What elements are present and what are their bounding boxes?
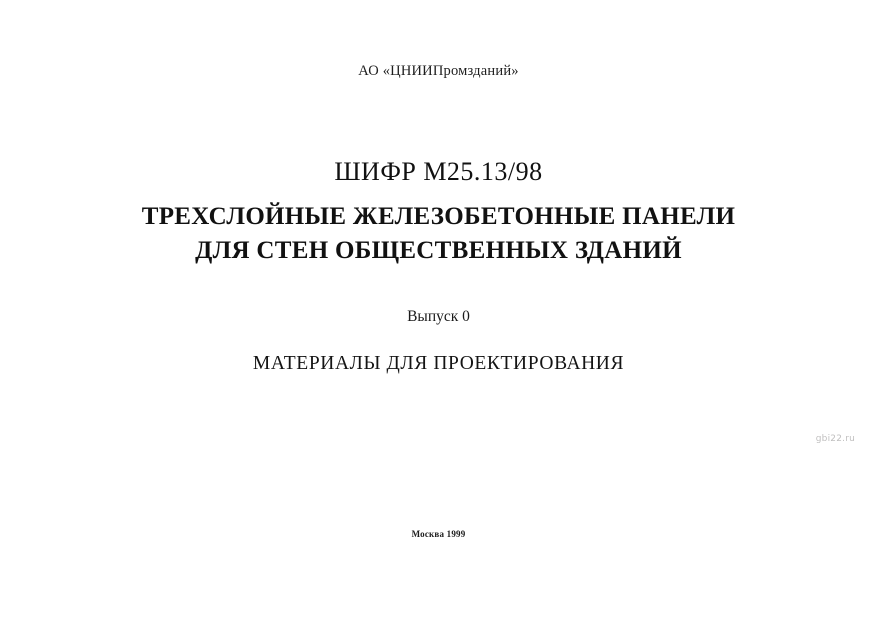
document-cipher: ШИФР М25.13/98: [334, 157, 543, 186]
page-title-line-1: ТРЕХСЛОЙНЫЕ ЖЕЛЕЗОБЕТОННЫЕ ПАНЕЛИ: [141, 203, 736, 230]
page-title: [0, 200, 877, 268]
imprint-city-year: Москва 1999: [411, 529, 466, 539]
document-subtitle: МАТЕРИАЛЫ ДЛЯ ПРОЕКТИРОВАНИЯ: [252, 353, 625, 374]
watermark-text: gbi22.ru: [815, 434, 855, 444]
page-title-line-2: ДЛЯ СТЕН ОБЩЕСТВЕННЫХ ЗДАНИЙ: [195, 236, 682, 264]
publisher-organization: АО «ЦНИИПромзданий»: [358, 63, 519, 79]
issue-number: Выпуск 0: [407, 308, 470, 325]
